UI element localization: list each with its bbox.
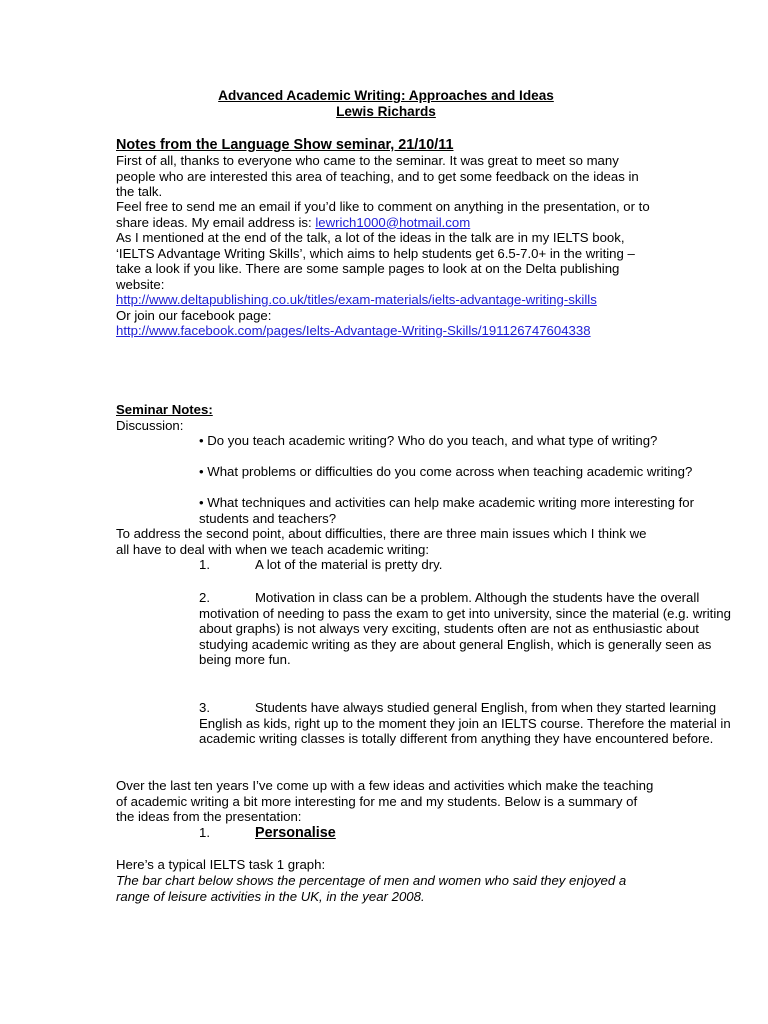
address-paragraph: To address the second point, about difficulties, there are three main issues which I think we all have to deal with when we teach academic writing: xyxy=(116,526,647,557)
bullet-item-2: • What problems or difficulties do you come across when teaching academic writing? xyxy=(199,464,693,479)
email-paragraph xyxy=(116,199,656,230)
graph-caption: The bar chart below shows the percentage of men and women who said they enjoyed a range of leisure activities in the UK, in the year 2008. xyxy=(116,873,627,904)
summary-paragraph: Over the last ten years I’ve come up with a few ideas and activities which make the teaching of academic writing a bit more interesting for me and my students. Below is a summary of the ideas from the presentation: xyxy=(116,778,654,825)
issue-number: 3. xyxy=(199,700,210,715)
book-paragraph: As I mentioned at the end of the talk, a lot of the ideas in the talk are in my IELTS book, ‘IELTS Advantage Writing Skills’, which aims to help students get 6.5-7.0+ in the writing – take a look if you like. There are some sample pages to look at on the Delta publishing website: xyxy=(116,230,635,292)
graph-intro: Here’s a typical IELTS task 1 graph: xyxy=(116,857,326,872)
issue-text: A lot of the material is pretty dry. xyxy=(255,557,443,572)
email-link[interactable]: lewrich1000@hotmail.com xyxy=(315,214,471,230)
facebook-text: Or join our facebook page: xyxy=(116,308,272,323)
issue-item-1 xyxy=(116,557,739,573)
intro-paragraph: First of all, thanks to everyone who came to the seminar. It was great to meet so many people who are interested this area of teaching, and to get some feedback on the ideas in the talk. xyxy=(116,153,639,200)
bullet-item-1: • Do you teach academic writing? Who do you teach, and what type of writing? xyxy=(199,433,658,448)
issue-text: Motivation in class can be a problem. Although the students have the overall motivation of needing to pass the exam to get into university, since the material (e.g. writing about graphs) is not always very exciting, students often are not as enthusiastic about studying academic writing as they are about general English, which is generally seen as being more fun. xyxy=(199,590,731,668)
facebook-link-line xyxy=(116,323,656,339)
issue-item-2 xyxy=(116,590,739,668)
document-title: Advanced Academic Writing: Approaches and Ideas xyxy=(218,88,554,103)
section-title: Personalise xyxy=(255,825,336,841)
email-paragraph-text: Feel free to send me an email if you’d like to comment on anything in the presentation, or to share ideas. My email address is: xyxy=(116,199,650,230)
seminar-notes-heading: Seminar Notes: xyxy=(116,402,213,417)
notes-heading: Notes from the Language Show seminar, 21/10/11 xyxy=(116,137,454,153)
discussion-label: Discussion: xyxy=(116,418,184,433)
section-personalise xyxy=(116,825,739,842)
issue-number: 2. xyxy=(199,590,210,605)
issue-number: 1. xyxy=(199,557,210,572)
issue-text: Students have always studied general English, from when they started learning English as kids, right up to the moment they join an IELTS course. Therefore the material in academic writing classes is totally different from anything they have encountered before. xyxy=(199,700,731,747)
delta-link-line xyxy=(116,292,656,308)
bullet-item-3: • What techniques and activities can help make academic writing more interesting for students and teachers? xyxy=(199,495,694,526)
delta-publishing-link[interactable]: http://www.deltapublishing.co.uk/titles/exam-materials/ielts-advantage-writing-skills xyxy=(116,292,597,307)
issue-item-3 xyxy=(116,700,739,747)
facebook-link[interactable]: http://www.facebook.com/pages/Ielts-Advantage-Writing-Skills/191126747604338 xyxy=(116,323,591,338)
section-number: 1. xyxy=(199,825,210,840)
author-name: Lewis Richards xyxy=(336,104,436,119)
